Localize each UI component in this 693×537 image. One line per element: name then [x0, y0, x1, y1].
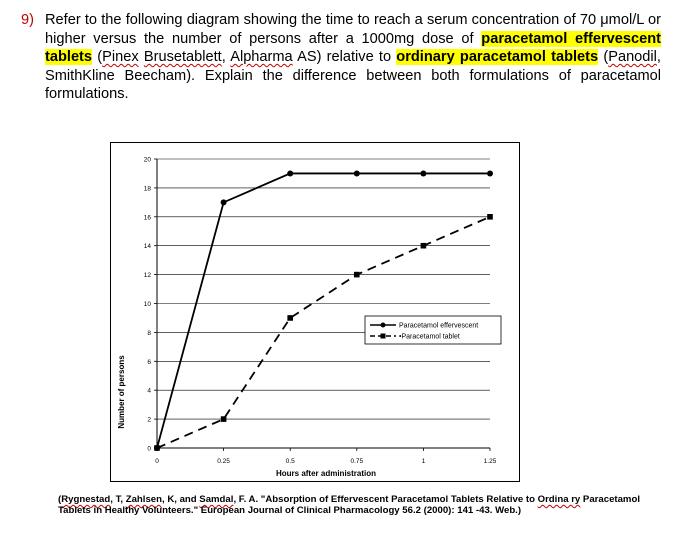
x-tick-label: 0: [155, 458, 159, 465]
y-tick-label: 0: [147, 445, 151, 453]
x-axis-label: Hours after administration: [275, 469, 377, 478]
legend-marker-circle: [381, 323, 386, 328]
y-tick-label: 8: [147, 329, 151, 337]
chart-container: [110, 142, 520, 482]
data-point-square: [154, 445, 160, 451]
question-text-part: ,: [221, 49, 231, 66]
data-point-square: [287, 315, 293, 321]
legend-marker-square: [381, 334, 386, 339]
x-tick-label: 0.25: [217, 458, 230, 465]
citation-part: (: [58, 494, 62, 505]
question-text-part: (: [598, 49, 609, 66]
citation-author: Samdal: [199, 494, 234, 505]
x-tick-label: 1: [421, 458, 426, 465]
question-text-part: AS) relative to: [292, 49, 397, 66]
citation-author: Rygnestad: [61, 494, 111, 505]
brand-name: Panodil: [608, 49, 657, 66]
data-point-circle: [221, 199, 227, 205]
citation-part: , T,: [110, 494, 126, 505]
y-tick-label: 2: [147, 416, 151, 424]
highlight-effervescent: paracetamol effervescent tablets: [45, 30, 661, 66]
question-number: 9): [21, 12, 34, 28]
y-axis-label: Number of persons: [117, 355, 126, 429]
x-tick-label: 0.75: [350, 458, 364, 465]
data-point-square: [421, 243, 427, 249]
x-tick-label: 1.25: [483, 458, 497, 465]
data-point-square: [487, 214, 493, 220]
citation-part: Paracetamol Tablets in Healthy Volunteers." European Journal of Clinical Pharmacology 56.2 (2000): 141 -43. Web.): [58, 494, 640, 517]
question-text-part: , SmithKline Beecham). Explain the difference between both formulations of paracetamol formulations.: [45, 49, 661, 103]
chart-frame: [111, 143, 520, 482]
highlight-ordinary: ordinary paracetamol tablets: [396, 49, 599, 66]
y-tick-label: 16: [143, 214, 151, 222]
question-block: [21, 11, 661, 104]
y-tick-label: 6: [147, 358, 151, 366]
data-point-square: [354, 272, 360, 278]
x-tick-label: 0.5: [285, 458, 295, 465]
data-point-circle: [287, 170, 293, 176]
y-tick-label: 14: [143, 243, 151, 251]
citation-part: , F. A. "Absorption of Effervescent Paracetamol Tablets Relative to: [233, 494, 538, 505]
data-point-circle: [354, 170, 360, 176]
question-text-part: (: [92, 49, 103, 66]
citation-author: Zahlsen: [125, 494, 162, 505]
y-tick-label: 18: [143, 185, 151, 193]
legend: [365, 316, 501, 344]
data-point-square: [221, 416, 227, 422]
line-chart: [110, 142, 520, 482]
legend-label: •Paracetamol tablet: [399, 333, 460, 341]
question-text: [45, 11, 661, 104]
legend-label: Paracetamol effervescent: [399, 322, 479, 330]
brand-name: Pinex: [102, 49, 139, 66]
data-point-circle: [420, 170, 426, 176]
brand-name: Brusetablett: [143, 49, 222, 66]
citation-word: Ordina ry: [537, 494, 581, 505]
question-text-part: Refer to the following diagram showing the time to reach a serum concentration of 70 μmol/L or higher versus the number of persons after a 1000mg dose of: [45, 12, 661, 47]
y-tick-label: 10: [143, 301, 151, 308]
y-tick-label: 20: [143, 156, 151, 164]
citation-part: , K, and: [161, 494, 200, 505]
brand-name: Alpharma: [230, 49, 293, 66]
data-point-circle: [487, 170, 493, 176]
citation: [58, 494, 658, 517]
y-tick-label: 4: [147, 387, 151, 395]
y-tick-label: 12: [143, 272, 151, 280]
